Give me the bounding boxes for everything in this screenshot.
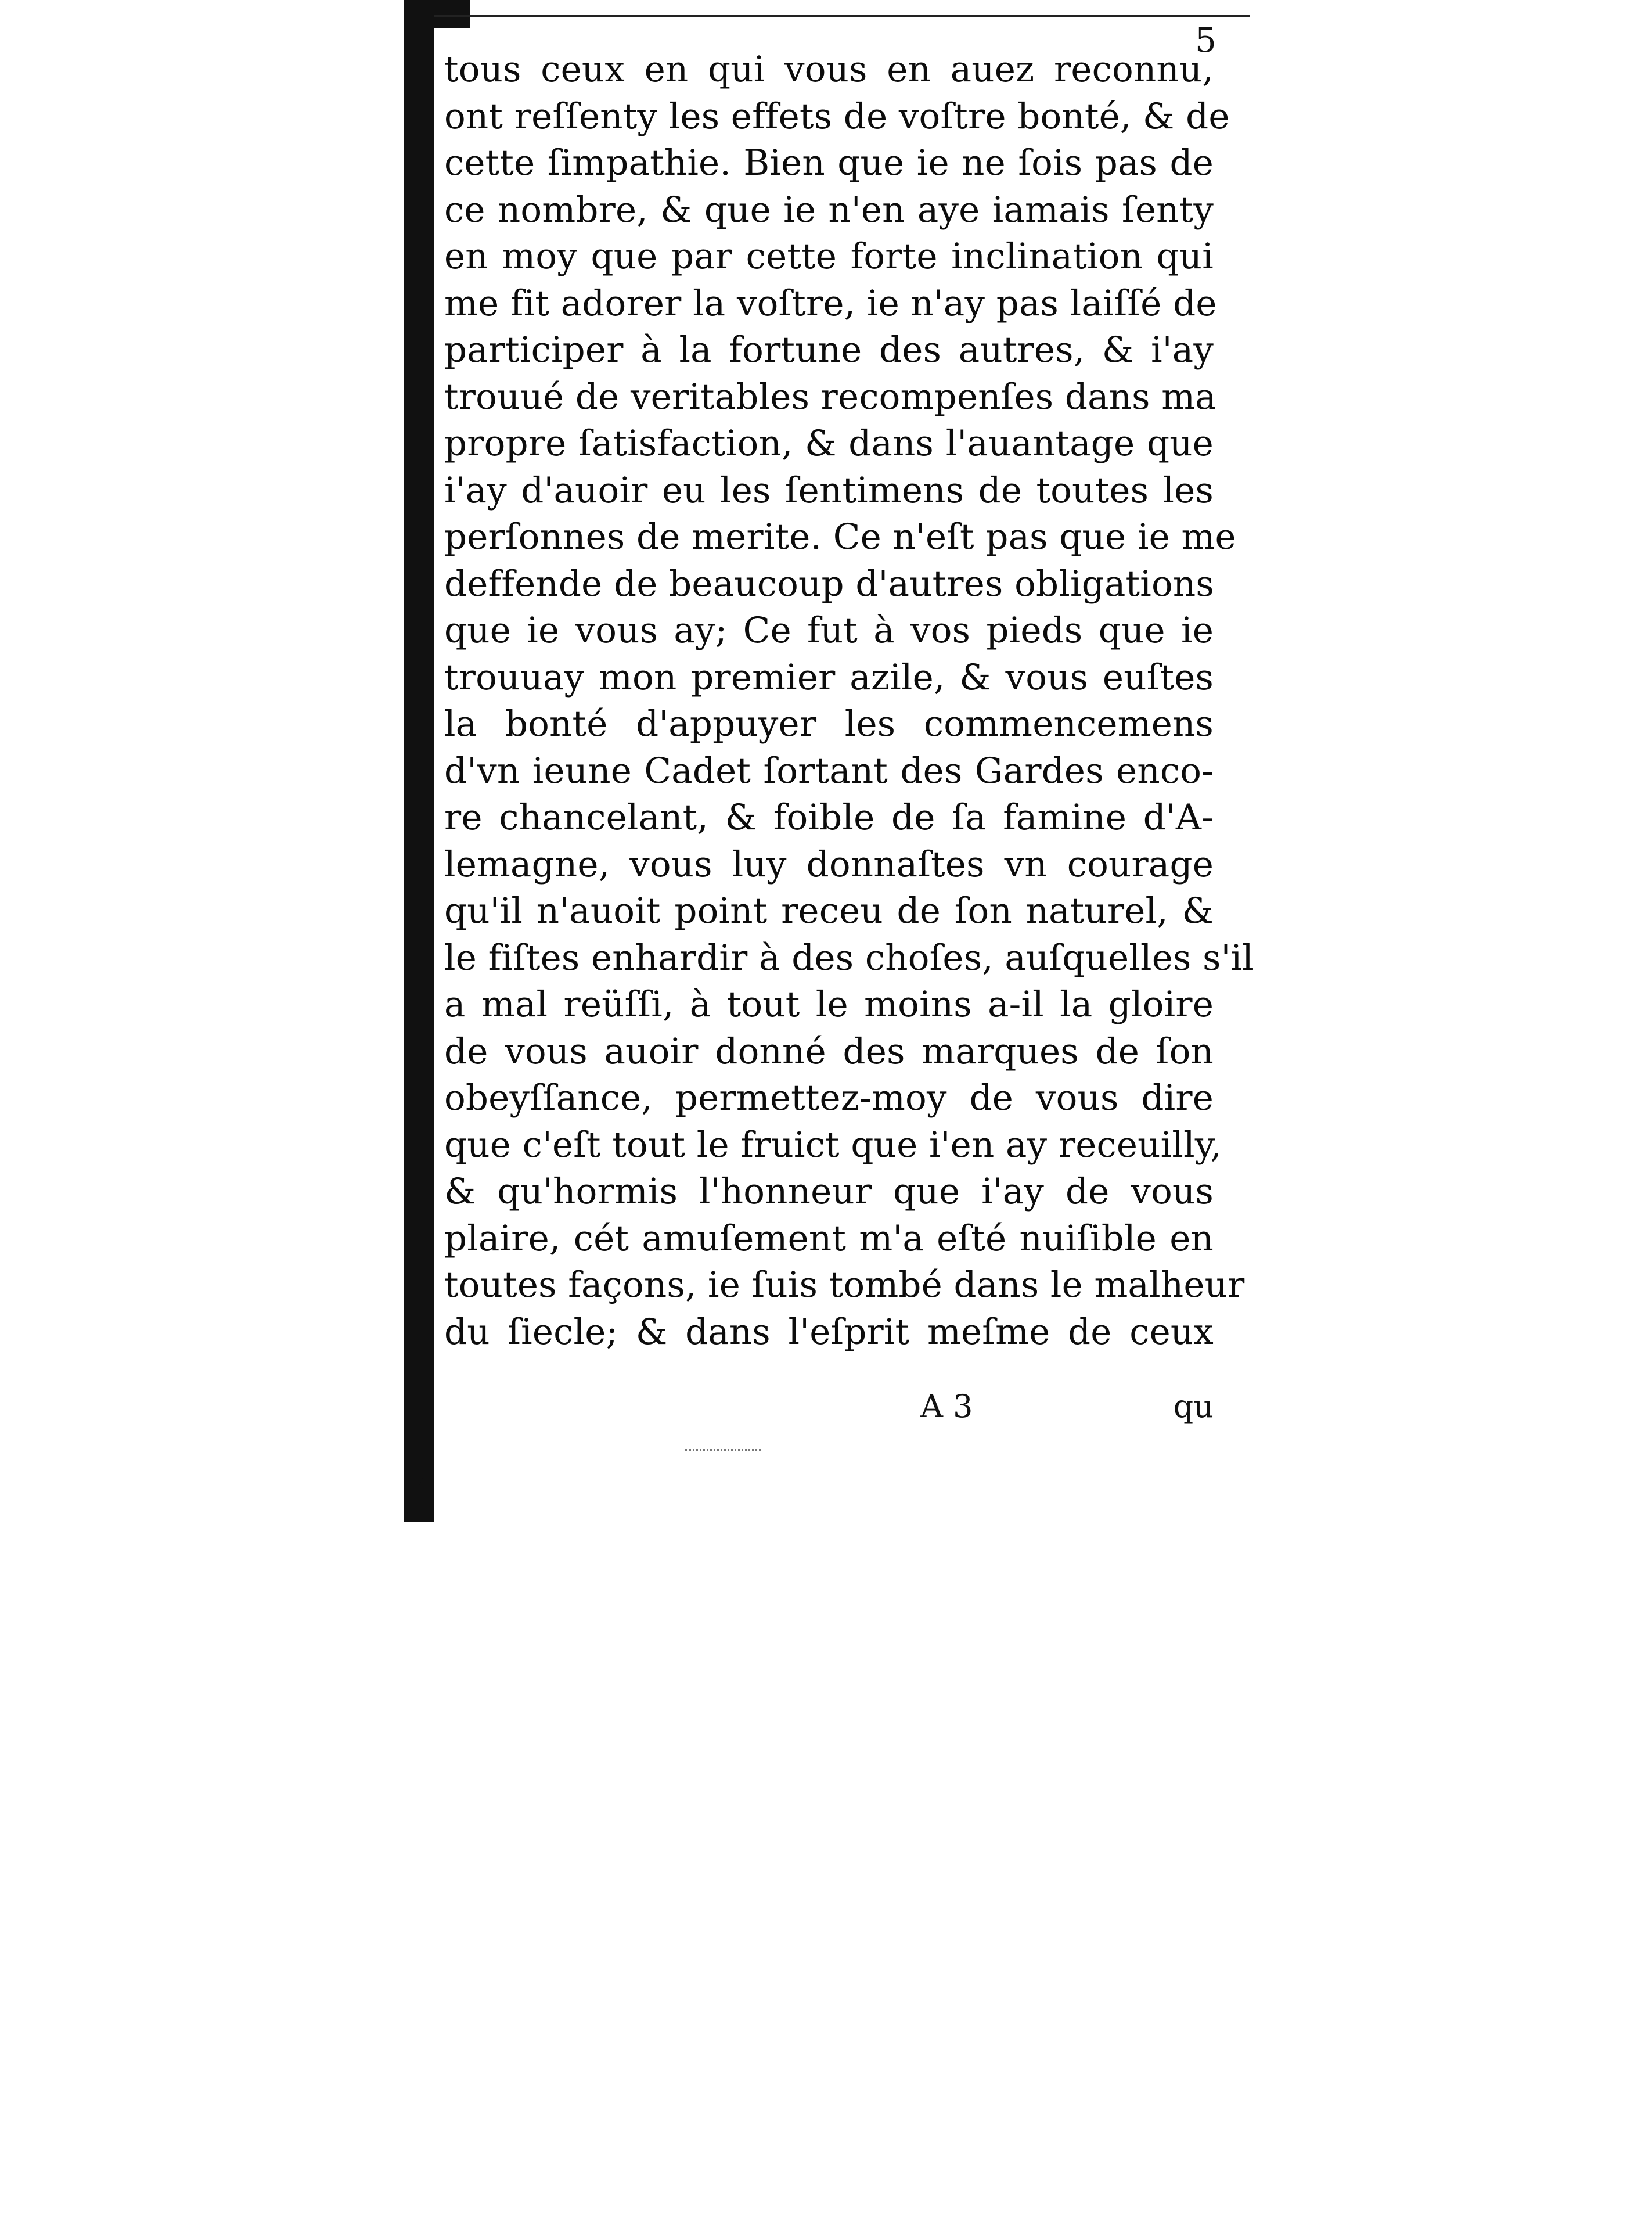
text-line: cette ſimpathie. Bien que ie ne ſois pas de — [444, 142, 1214, 184]
text-line: trouuay mon premier azile, & vous euſtes — [444, 656, 1214, 698]
text-line: toutes façons, ie ſuis tombé dans le malheur — [444, 1264, 1245, 1306]
signature-mark: A 3 — [920, 1388, 973, 1425]
top-rule — [434, 15, 1250, 17]
text-line: du ſiecle; & dans l'eſprit meſme de ceux — [444, 1311, 1214, 1353]
text-line: lemagne, vous luy donnaſtes vn courage — [444, 843, 1214, 885]
scan-speck — [685, 1449, 761, 1453]
text-line: me fit adorer la voſtre, ie n'ay pas laiſſé de — [444, 282, 1217, 324]
text-line: deffende de beaucoup d'autres obligations — [444, 563, 1214, 605]
text-line: perſonnes de merite. Ce n'eſt pas que ie me — [444, 516, 1236, 558]
text-line: en moy que par cette forte inclination qui — [444, 236, 1214, 277]
text-line: que c'eſt tout le fruict que i'en ay receuilly, — [444, 1124, 1222, 1166]
binding-edge-tail — [404, 1452, 434, 1522]
text-line: que ie vous ay; Ce fut à vos pieds que ie — [444, 610, 1214, 651]
text-line: propre ſatisfaction, & dans l'auantage que — [444, 423, 1214, 464]
body-text — [444, 46, 1254, 1356]
text-line: le fiſtes enhardir à des choſes, auſquelles s'il — [444, 937, 1254, 979]
text-line: i'ay d'auoir eu les ſentimens de toutes les — [444, 469, 1214, 511]
text-line: plaire, cét amuſement m'a eſté nuiſible en — [444, 1217, 1214, 1259]
text-line: d'vn ieune Cadet ſortant des Gardes enco- — [444, 750, 1214, 792]
catchword: qu — [1173, 1388, 1214, 1425]
text-line: tous ceux en qui vous en auez reconnu, — [444, 49, 1214, 90]
folio-mark: 5 — [1195, 20, 1216, 60]
text-line: qu'il n'auoit point receu de ſon naturel, & — [444, 890, 1214, 932]
text-line: ont reſſenty les effets de voſtre bonté, & de — [444, 95, 1230, 137]
text-line: la bonté d'appuyer les commencemens — [444, 703, 1214, 745]
text-line: ce nombre, & que ie n'en aye iamais ſenty — [444, 189, 1214, 231]
text-line: re chancelant, & foible de ſa famine d'A- — [444, 797, 1214, 838]
text-line: participer à la fortune des autres, & i'ay — [444, 329, 1214, 371]
text-line: trouué de veritables recompenſes dans ma — [444, 376, 1216, 418]
text-line: & qu'hormis l'honneur que i'ay de vous — [444, 1171, 1214, 1212]
binding-edge — [404, 0, 434, 1522]
text-line: obeyſſance, permettez-moy de vous dire — [444, 1077, 1214, 1119]
text-line: de vous auoir donné des marques de ſon — [444, 1030, 1214, 1072]
page-footer — [444, 1388, 1214, 1435]
text-line: a mal reüſſi, à tout le moins a-il la gloire — [444, 984, 1214, 1025]
